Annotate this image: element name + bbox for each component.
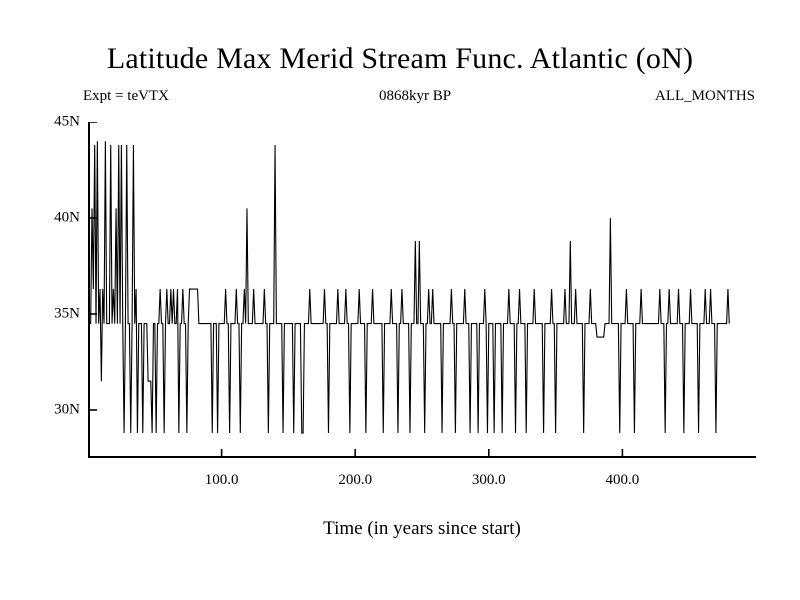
series-line [88, 141, 729, 433]
experiment-label: Expt = teVTX [83, 88, 169, 104]
period-label: 0868kyr BP [378, 88, 452, 104]
x-tick-label: 200.0 [338, 472, 373, 488]
x-axis-labels [0, 458, 800, 488]
y-tick-label: 30N [54, 401, 80, 418]
y-tick-label: 35N [54, 305, 80, 322]
page-title: Latitude Max Merid Stream Func. Atlantic (oN) [106, 42, 694, 75]
x-tick-label: 100.0 [204, 472, 239, 488]
data-line-chart [88, 122, 756, 458]
x-axis-title: Time (in years since start) [323, 518, 521, 539]
x-tick-label: 400.0 [605, 472, 640, 488]
y-tick-label: 45N [54, 113, 80, 130]
plot-area [88, 122, 756, 458]
y-tick-label: 40N [54, 209, 80, 226]
months-label: ALL_MONTHS [655, 88, 755, 104]
x-axis-ticks [222, 449, 623, 458]
x-tick-label: 300.0 [471, 472, 506, 488]
chart-subheader [75, 88, 755, 108]
